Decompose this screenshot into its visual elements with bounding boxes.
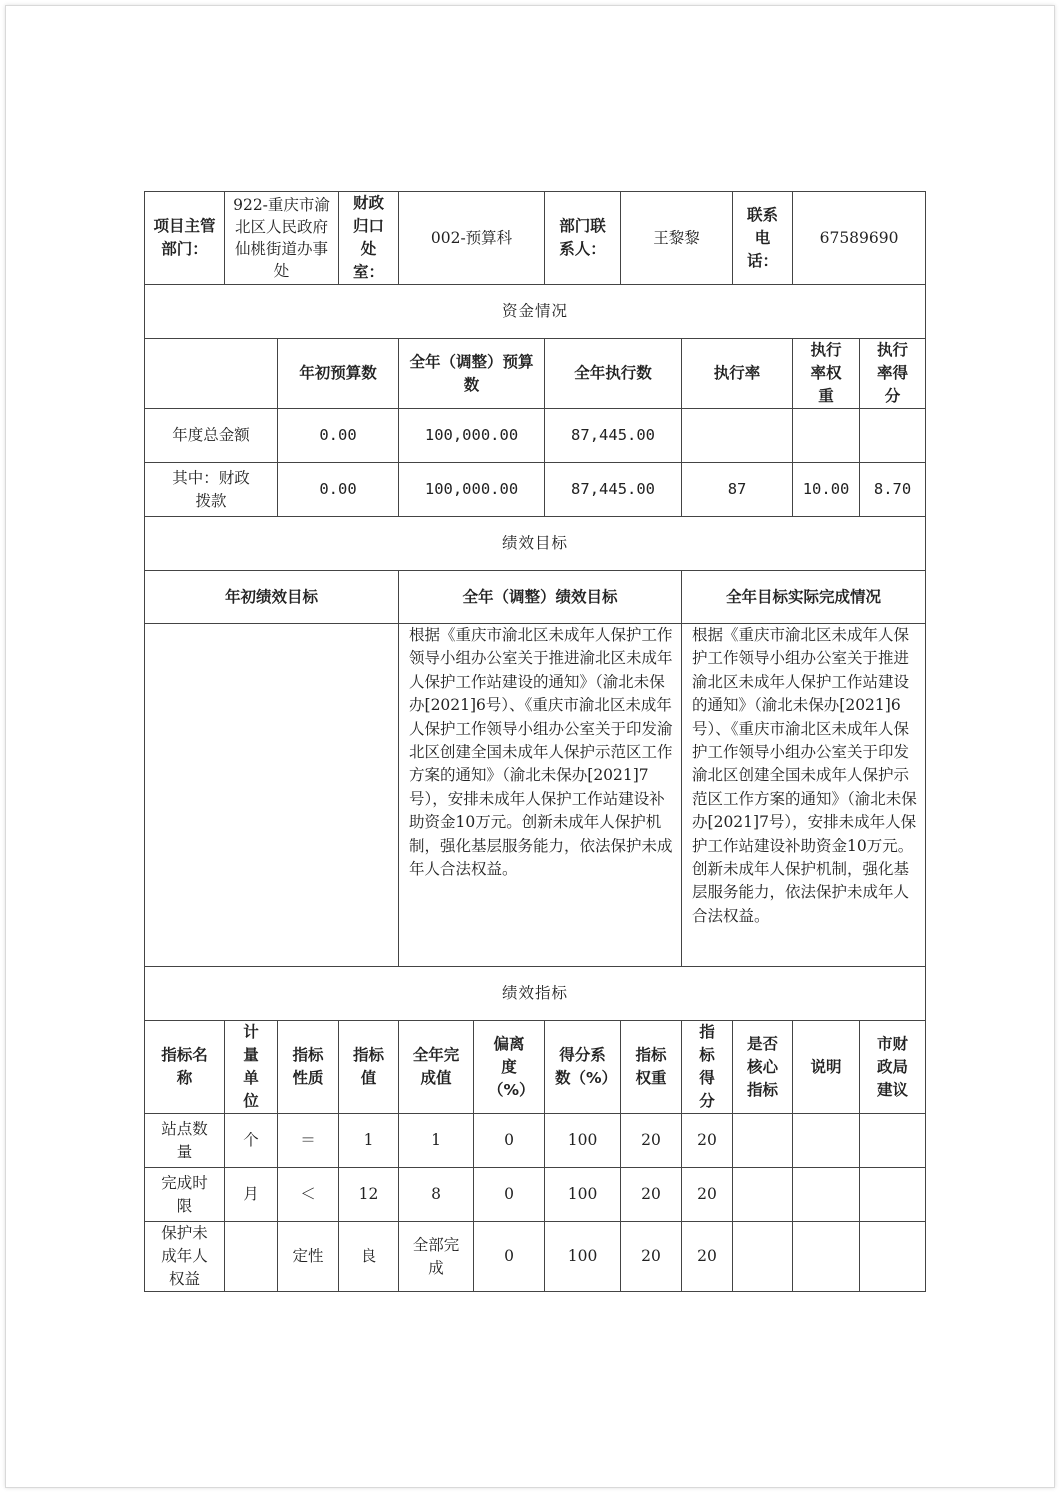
finance-value: 002-预算科 bbox=[399, 192, 545, 285]
funds-cell-adjusted: 100,000.00 bbox=[399, 463, 545, 517]
ind-cell-deviation: 0 bbox=[474, 1114, 545, 1168]
ind-cell-value: 良 bbox=[339, 1222, 399, 1292]
contact-label: 部门联系人： bbox=[545, 192, 621, 285]
funds-cell-rate: 87 bbox=[682, 463, 793, 517]
goals-section-title: 绩效目标 bbox=[145, 517, 926, 571]
ind-cell-name: 保护未成年人权益 bbox=[145, 1222, 225, 1292]
ind-cell-score: 20 bbox=[682, 1222, 733, 1292]
funds-cell-score bbox=[860, 409, 926, 463]
ind-cell-completed: 1 bbox=[399, 1114, 474, 1168]
ind-cell-weight: 20 bbox=[621, 1168, 682, 1222]
ind-cell-advice bbox=[860, 1168, 926, 1222]
ind-cell-name: 站点数量 bbox=[145, 1114, 225, 1168]
funds-section-title: 资金情况 bbox=[145, 285, 926, 339]
ind-header-core: 是否核心指标 bbox=[733, 1021, 793, 1114]
ind-cell-nature: ＜ bbox=[278, 1168, 339, 1222]
ind-cell-note bbox=[793, 1168, 860, 1222]
ind-cell-advice bbox=[860, 1222, 926, 1292]
ind-cell-completed: 全部完成 bbox=[399, 1222, 474, 1292]
ind-header-value: 指标值 bbox=[339, 1021, 399, 1114]
funds-cell-weight bbox=[793, 409, 860, 463]
funds-header-blank bbox=[145, 339, 278, 409]
goals-actual-text: 根据《重庆市渝北区未成年人保护工作领导小组办公室关于推进渝北区未成年人保护工作站建设的通知》（渝北未保办[2021]6号）、《重庆市渝北区未成年人保护工作领导小组办公室关于印发渝北区创建全国未成年人保护示范区工作方案的通知》（渝北未保办[2021]7号），安排未成年人保护工作站建设补助资金10万元。创新未成年人保护机制，强化基层服务能力，依法保护未成年人合法权益。 bbox=[682, 624, 926, 967]
phone-label: 联系电话： bbox=[733, 192, 793, 285]
funds-cell-rate bbox=[682, 409, 793, 463]
ind-cell-completed: 8 bbox=[399, 1168, 474, 1222]
goals-content-row bbox=[145, 624, 926, 967]
ind-cell-deviation: 0 bbox=[474, 1168, 545, 1222]
ind-header-unit: 计量单位 bbox=[225, 1021, 278, 1114]
goals-adjusted-text: 根据《重庆市渝北区未成年人保护工作领导小组办公室关于推进渝北区未成年人保护工作站建设的通知》（渝北未保办[2021]6号）、《重庆市渝北区未成年人保护工作领导小组办公室关于印发渝北区创建全国未成年人保护示范区工作方案的通知》（渝北未保办[2021]7号），安排未成年人保护工作站建设补助资金10万元。创新未成年人保护机制，强化基层服务能力，依法保护未成年人合法权益。 bbox=[399, 624, 682, 967]
ind-cell-core bbox=[733, 1222, 793, 1292]
funds-header-rate: 执行率 bbox=[682, 339, 793, 409]
ind-header-completed: 全年完成值 bbox=[399, 1021, 474, 1114]
ind-cell-value: 12 bbox=[339, 1168, 399, 1222]
phone-value: 67589690 bbox=[793, 192, 926, 285]
goals-header-row bbox=[145, 571, 926, 624]
ind-cell-coef: 100 bbox=[545, 1168, 621, 1222]
ind-cell-score: 20 bbox=[682, 1114, 733, 1168]
funds-header-score: 执行率得分 bbox=[860, 339, 926, 409]
goals-header-adjusted: 全年（调整）绩效目标 bbox=[399, 571, 682, 624]
ind-cell-nature: 定性 bbox=[278, 1222, 339, 1292]
ind-cell-unit: 个 bbox=[225, 1114, 278, 1168]
ind-cell-unit bbox=[225, 1222, 278, 1292]
header-row bbox=[145, 192, 926, 285]
ind-cell-unit: 月 bbox=[225, 1168, 278, 1222]
ind-header-weight: 指标权重 bbox=[621, 1021, 682, 1114]
dept-label: 项目主管部门： bbox=[145, 192, 225, 285]
ind-cell-note bbox=[793, 1114, 860, 1168]
ind-cell-coef: 100 bbox=[545, 1114, 621, 1168]
ind-header-name: 指标名称 bbox=[145, 1021, 225, 1114]
goals-header-actual: 全年目标实际完成情况 bbox=[682, 571, 926, 624]
ind-cell-weight: 20 bbox=[621, 1114, 682, 1168]
funds-cell-executed: 87,445.00 bbox=[545, 463, 682, 517]
ind-header-coef: 得分系数（%） bbox=[545, 1021, 621, 1114]
ind-header-nature: 指标性质 bbox=[278, 1021, 339, 1114]
ind-header-deviation: 偏离度（%） bbox=[474, 1021, 545, 1114]
ind-cell-core bbox=[733, 1168, 793, 1222]
ind-cell-advice bbox=[860, 1114, 926, 1168]
indicator-row bbox=[145, 1222, 926, 1292]
funds-row-label: 年度总金额 bbox=[145, 409, 278, 463]
funds-cell-score: 8.70 bbox=[860, 463, 926, 517]
contact-value: 王黎黎 bbox=[621, 192, 733, 285]
indicators-section-title: 绩效指标 bbox=[145, 967, 926, 1021]
funds-header-weight: 执行率权重 bbox=[793, 339, 860, 409]
ind-header-advice: 市财政局建议 bbox=[860, 1021, 926, 1114]
funds-header-initial: 年初预算数 bbox=[278, 339, 399, 409]
funds-header-executed: 全年执行数 bbox=[545, 339, 682, 409]
performance-report-table bbox=[144, 191, 926, 1292]
goals-header-initial: 年初绩效目标 bbox=[145, 571, 399, 624]
ind-header-note: 说明 bbox=[793, 1021, 860, 1114]
dept-value: 922-重庆市渝北区人民政府仙桃街道办事处 bbox=[225, 192, 339, 285]
indicators-header-row bbox=[145, 1021, 926, 1114]
ind-cell-coef: 100 bbox=[545, 1222, 621, 1292]
indicator-row bbox=[145, 1114, 926, 1168]
ind-cell-weight: 20 bbox=[621, 1222, 682, 1292]
ind-cell-nature: ＝ bbox=[278, 1114, 339, 1168]
ind-cell-core bbox=[733, 1114, 793, 1168]
ind-cell-score: 20 bbox=[682, 1168, 733, 1222]
ind-cell-deviation: 0 bbox=[474, 1222, 545, 1292]
ind-cell-name: 完成时限 bbox=[145, 1168, 225, 1222]
funds-cell-initial: 0.00 bbox=[278, 463, 399, 517]
funds-header-adjusted: 全年（调整）预算数 bbox=[399, 339, 545, 409]
ind-cell-value: 1 bbox=[339, 1114, 399, 1168]
funds-cell-adjusted: 100,000.00 bbox=[399, 409, 545, 463]
indicator-row bbox=[145, 1168, 926, 1222]
funds-row-fiscal bbox=[145, 463, 926, 517]
finance-label: 财政归口处室： bbox=[339, 192, 399, 285]
funds-row-total bbox=[145, 409, 926, 463]
ind-header-score: 指标得分 bbox=[682, 1021, 733, 1114]
funds-header-row bbox=[145, 339, 926, 409]
funds-cell-initial: 0.00 bbox=[278, 409, 399, 463]
funds-cell-weight: 10.00 bbox=[793, 463, 860, 517]
goals-initial-text bbox=[145, 624, 399, 967]
funds-cell-executed: 87,445.00 bbox=[545, 409, 682, 463]
ind-cell-note bbox=[793, 1222, 860, 1292]
funds-row-label: 其中：财政拨款 bbox=[145, 463, 278, 517]
